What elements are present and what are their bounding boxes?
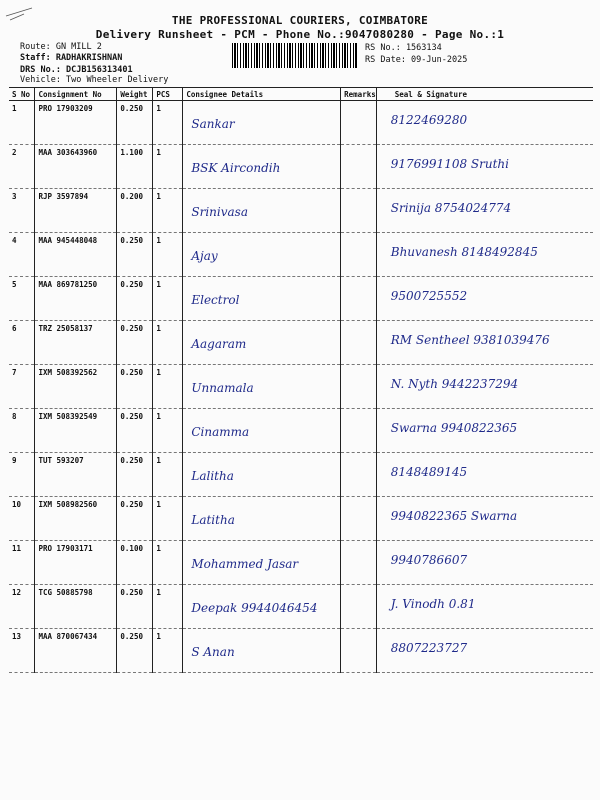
row-remarks (341, 409, 377, 453)
row-consignment: TUT 593207 (35, 453, 117, 497)
row-pcs: 1 (153, 629, 183, 673)
row-weight: 0.200 (117, 189, 153, 233)
row-consignee (183, 365, 341, 409)
staff-label: Staff: RADHAKRISHNAN (20, 53, 123, 63)
handwritten-consignee: Cinamma (191, 425, 250, 439)
table-row (9, 145, 593, 189)
row-signature (376, 585, 593, 629)
row-consignee (183, 497, 341, 541)
handwritten-consignee: BSK Aircondih (191, 161, 281, 175)
row-sno: 2 (9, 145, 35, 189)
row-weight: 1.100 (117, 145, 153, 189)
row-remarks (341, 145, 377, 189)
row-sno: 3 (9, 189, 35, 233)
row-weight: 0.250 (117, 365, 153, 409)
row-remarks (341, 541, 377, 585)
row-signature (376, 189, 593, 233)
row-signature (376, 321, 593, 365)
row-sno: 4 (9, 233, 35, 277)
row-sno: 12 (9, 585, 35, 629)
row-consignment: IXM 508982560 (35, 497, 117, 541)
table-row (9, 365, 593, 409)
row-consignee (183, 233, 341, 277)
handwritten-consignee: Ajay (191, 249, 218, 263)
row-consignment: MAA 870067434 (35, 629, 117, 673)
row-signature (376, 233, 593, 277)
row-weight: 0.250 (117, 497, 153, 541)
handwritten-consignee: Latitha (191, 513, 235, 527)
table-row (9, 101, 593, 145)
row-consignee (183, 189, 341, 233)
handwritten-consignee: Srinivasa (191, 205, 248, 219)
table-row (9, 629, 593, 673)
row-signature (376, 365, 593, 409)
row-sno: 8 (9, 409, 35, 453)
row-remarks (341, 101, 377, 145)
handwritten-signature: Srinija 8754024774 (390, 201, 512, 215)
row-consignee (183, 541, 341, 585)
row-weight: 0.250 (117, 233, 153, 277)
row-signature (376, 277, 593, 321)
table-row (9, 497, 593, 541)
col-weight: Weight (117, 88, 153, 101)
row-remarks (341, 585, 377, 629)
row-sno: 13 (9, 629, 35, 673)
row-pcs: 1 (153, 321, 183, 365)
row-weight: 0.250 (117, 277, 153, 321)
company-title: THE PROFESSIONAL COURIERS, COIMBATORE (171, 14, 429, 27)
row-weight: 0.250 (117, 453, 153, 497)
row-pcs: 1 (153, 365, 183, 409)
row-consignment: IXM 508392549 (35, 409, 117, 453)
row-weight: 0.250 (117, 321, 153, 365)
row-weight: 0.250 (117, 585, 153, 629)
handwritten-signature: N. Nyth 9442237294 (390, 377, 519, 391)
handwritten-consignee: Lalitha (191, 469, 234, 483)
row-pcs: 1 (153, 497, 183, 541)
table-row (9, 453, 593, 497)
row-pcs: 1 (153, 277, 183, 321)
table-row (9, 277, 593, 321)
row-remarks (341, 453, 377, 497)
row-consignee (183, 101, 341, 145)
row-sno: 5 (9, 277, 35, 321)
handwritten-signature: Swarna 9940822365 (390, 421, 518, 435)
row-consignment: TCG 50885798 (35, 585, 117, 629)
row-remarks (341, 233, 377, 277)
row-consignee (183, 585, 341, 629)
row-remarks (341, 365, 377, 409)
row-consignment: TRZ 25058137 (35, 321, 117, 365)
row-signature (376, 409, 593, 453)
handwritten-signature: 8122469280 (390, 113, 468, 127)
row-weight: 0.250 (117, 101, 153, 145)
handwritten-consignee: Aagaram (191, 337, 247, 351)
col-signature: Seal & Signature (376, 88, 593, 101)
handwritten-signature: 9176991108 Sruthi (390, 157, 509, 171)
handwritten-signature: 9940786607 (390, 553, 468, 567)
handwritten-signature: RM Sentheel 9381039476 (390, 333, 550, 347)
handwritten-signature: 9500725552 (390, 289, 468, 303)
row-consignment: RJP 3597894 (35, 189, 117, 233)
row-pcs: 1 (153, 145, 183, 189)
row-weight: 0.250 (117, 409, 153, 453)
row-remarks (341, 321, 377, 365)
drs-label: DRS No.: DCJB156313401 (20, 65, 133, 75)
row-remarks (341, 497, 377, 541)
row-signature (376, 453, 593, 497)
row-signature (376, 541, 593, 585)
handwritten-signature: 8807223727 (390, 641, 468, 655)
table-header-row (9, 88, 593, 101)
row-sno: 11 (9, 541, 35, 585)
row-pcs: 1 (153, 233, 183, 277)
row-remarks (341, 189, 377, 233)
table-row (9, 409, 593, 453)
col-consignee: Consignee Details (183, 88, 341, 101)
row-signature (376, 497, 593, 541)
handwritten-consignee: Deepak 9944046454 (191, 601, 318, 615)
row-sno: 10 (9, 497, 35, 541)
row-consignment: IXM 508392562 (35, 365, 117, 409)
row-weight: 0.250 (117, 629, 153, 673)
rs-number: RS No.: 1563134 (365, 43, 442, 53)
row-consignment: PRO 17903209 (35, 101, 117, 145)
row-consignee (183, 277, 341, 321)
runsheet-table (9, 87, 593, 673)
row-consignee (183, 629, 341, 673)
row-sno: 1 (9, 101, 35, 145)
row-signature (376, 629, 593, 673)
row-weight: 0.100 (117, 541, 153, 585)
handwritten-consignee: Sankar (191, 117, 235, 131)
row-sno: 6 (9, 321, 35, 365)
runsheet-subtitle: Delivery Runsheet - PCM - Phone No.:9047080280 - Page No.:1 (95, 28, 505, 41)
route-label: Route: GN MILL 2 (20, 42, 102, 52)
handwritten-signature: Bhuvanesh 8148492845 (390, 245, 538, 259)
table-row (9, 585, 593, 629)
table-row (9, 189, 593, 233)
col-consignment: Consignment No (35, 88, 117, 101)
col-sno: S No (9, 88, 35, 101)
row-consignee (183, 409, 341, 453)
row-pcs: 1 (153, 541, 183, 585)
handwritten-consignee: Electrol (191, 293, 240, 307)
row-consignment: MAA 945448048 (35, 233, 117, 277)
table-row (9, 541, 593, 585)
handwritten-consignee: S Anan (191, 645, 235, 659)
vehicle-label: Vehicle: Two Wheeler Delivery (20, 75, 169, 85)
handwritten-consignee: Mohammed Jasar (191, 557, 299, 571)
row-pcs: 1 (153, 189, 183, 233)
row-consignee (183, 453, 341, 497)
row-consignment: MAA 303643960 (35, 145, 117, 189)
row-remarks (341, 277, 377, 321)
row-pcs: 1 (153, 585, 183, 629)
row-pcs: 1 (153, 453, 183, 497)
row-consignee (183, 321, 341, 365)
row-pcs: 1 (153, 409, 183, 453)
barcode (232, 43, 357, 68)
row-consignee (183, 145, 341, 189)
table-row (9, 233, 593, 277)
col-pcs: PCS (153, 88, 183, 101)
row-consignment: MAA 869781250 (35, 277, 117, 321)
row-sno: 9 (9, 453, 35, 497)
col-remarks: Remarks (341, 88, 377, 101)
handwritten-signature: 8148489145 (390, 465, 468, 479)
row-sno: 7 (9, 365, 35, 409)
handwritten-signature: 9940822365 Swarna (390, 509, 518, 523)
row-signature (376, 145, 593, 189)
rs-date: RS Date: 09-Jun-2025 (365, 55, 468, 65)
table-row (9, 321, 593, 365)
handwritten-signature: J. Vinodh 0.81 (390, 597, 476, 611)
handwritten-consignee: Unnamala (191, 381, 254, 395)
row-remarks (341, 629, 377, 673)
row-pcs: 1 (153, 101, 183, 145)
row-signature (376, 101, 593, 145)
row-consignment: PRO 17903171 (35, 541, 117, 585)
